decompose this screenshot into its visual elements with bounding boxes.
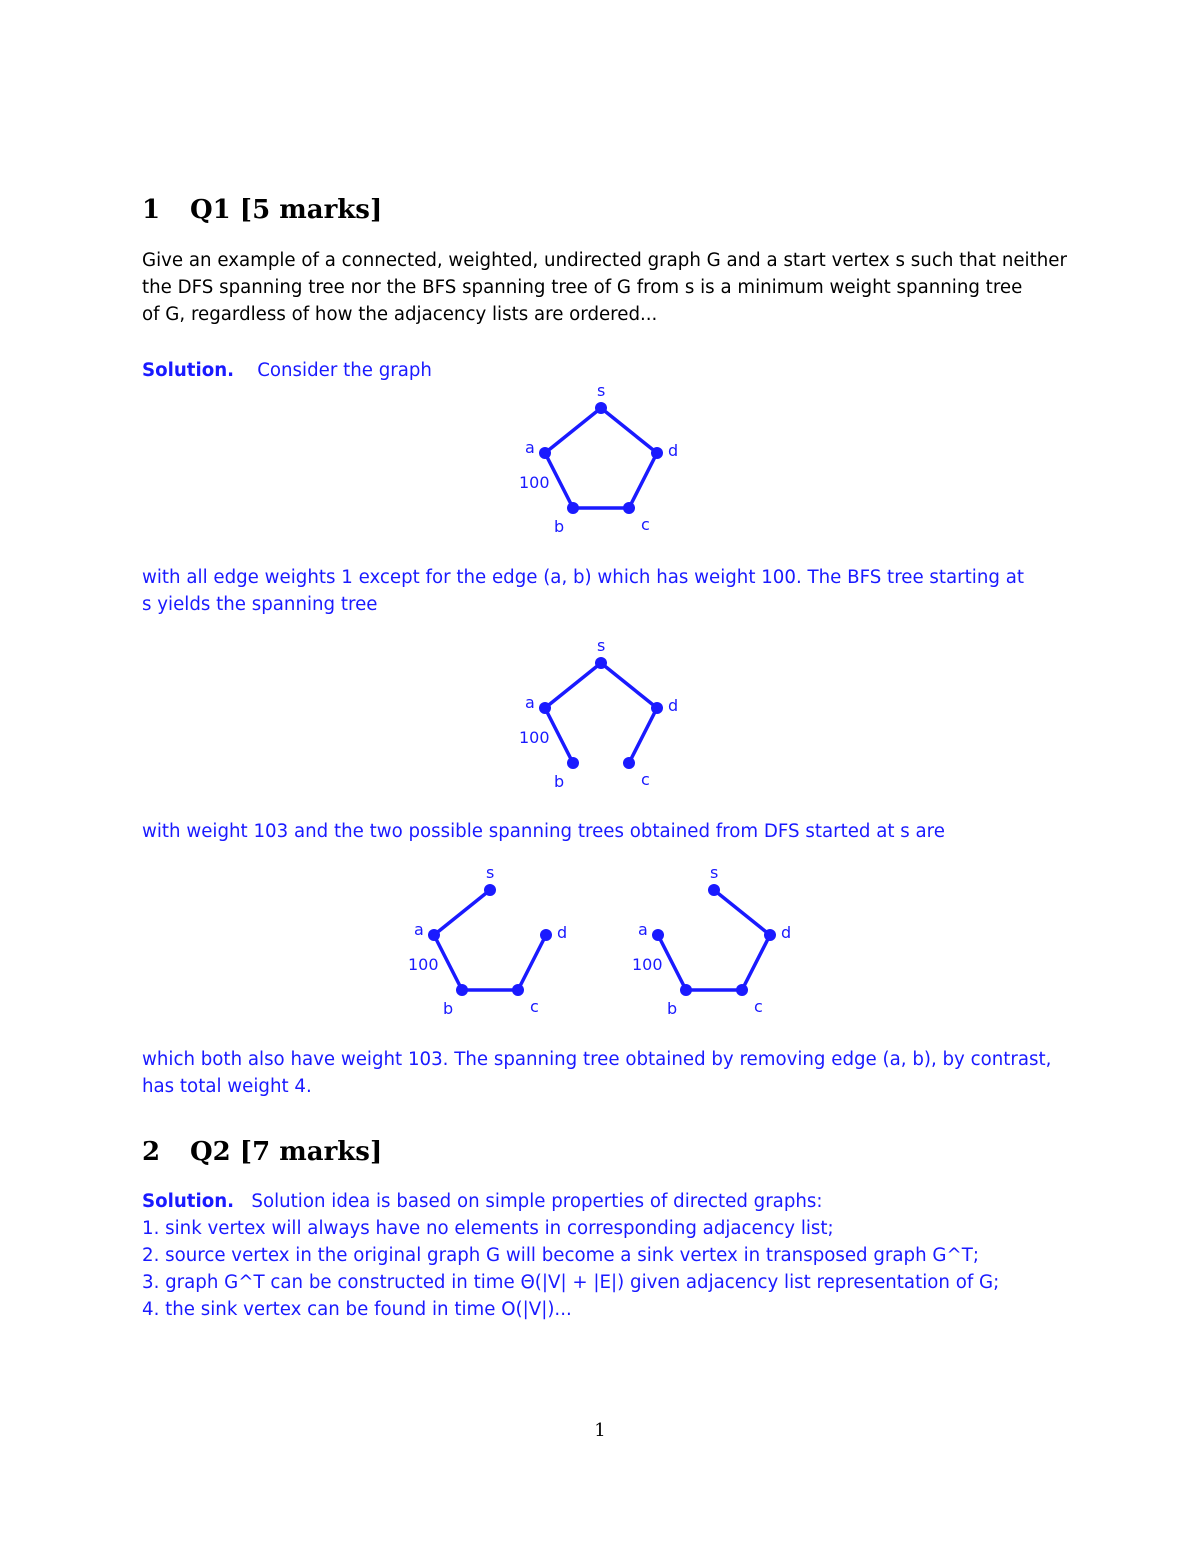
vertex-b — [567, 757, 579, 769]
label-b: b — [443, 999, 454, 1018]
vertex-a — [428, 929, 440, 941]
edge-d-c — [742, 935, 770, 990]
vertex-s — [595, 402, 607, 414]
edge-s-a — [434, 890, 490, 935]
vertex-d — [540, 929, 552, 941]
edge-s-a — [545, 663, 601, 708]
label-a: a — [525, 438, 535, 457]
label-d: d — [557, 923, 568, 942]
label-d: d — [668, 441, 679, 460]
question-line: of G, regardless of how the adjacency lists are ordered... — [142, 304, 658, 325]
mst-conclusion — [142, 1046, 1062, 1100]
label-s: s — [710, 863, 719, 882]
solution-item: 3. graph G^T can be constructed in time Θ(|V| + |E|) given adjacency list representation of G; — [142, 1272, 1000, 1293]
vertex-c — [512, 984, 524, 996]
vertex-a — [652, 929, 664, 941]
label-d: d — [781, 923, 792, 942]
text-line: s yields the spanning tree — [142, 594, 378, 615]
solution-item: 4. the sink vertex can be found in time O(|V|)... — [142, 1299, 572, 1320]
vertex-d — [651, 447, 663, 459]
vertex-b — [680, 984, 692, 996]
vertex-c — [736, 984, 748, 996]
vertex-c — [623, 502, 635, 514]
text-line: which both also have weight 103. The spanning tree obtained by removing edge (a, b), by contrast, — [142, 1049, 1052, 1070]
vertex-c — [623, 757, 635, 769]
dfs-description — [142, 818, 1062, 845]
label-c: c — [641, 770, 650, 789]
vertex-d — [764, 929, 776, 941]
solution-intro-text: Solution idea is based on simple properties of directed graphs: — [251, 1191, 823, 1212]
label-a: a — [414, 920, 424, 939]
section-heading-q1 — [142, 195, 382, 225]
vertex-b — [567, 502, 579, 514]
section-number: 2 — [142, 1137, 161, 1167]
vertex-b — [456, 984, 468, 996]
label-s: s — [597, 381, 606, 400]
bfs-description — [142, 564, 1062, 618]
vertex-s — [708, 884, 720, 896]
graph-bfs-tree — [500, 635, 700, 795]
vertex-a — [539, 702, 551, 714]
vertex-s — [595, 657, 607, 669]
page-number: 1 — [594, 1420, 606, 1441]
text-line: with all edge weights 1 except for the edge (a, b) which has weight 100. The BFS tree starting at — [142, 567, 1024, 588]
text-line: with weight 103 and the two possible spanning trees obtained from DFS started at s are — [142, 821, 945, 842]
section-heading-q2 — [142, 1137, 382, 1167]
label-weight-ab: 100 — [519, 473, 550, 492]
question-text — [142, 247, 1067, 328]
edge-d-c — [518, 935, 546, 990]
label-c: c — [641, 515, 650, 534]
q2-solution — [142, 1188, 1062, 1323]
label-c: c — [530, 997, 539, 1016]
label-b: b — [667, 999, 678, 1018]
graph-full-pentagon — [500, 380, 700, 540]
question-line: Give an example of a connected, weighted, undirected graph G and a start vertex s such that neither — [142, 250, 1067, 271]
label-weight-ab: 100 — [632, 955, 663, 974]
graph-dfs-tree-2 — [613, 862, 813, 1022]
text-line: has total weight 4. — [142, 1076, 312, 1097]
label-weight-ab: 100 — [519, 728, 550, 747]
solution-item: 1. sink vertex will always have no elements in corresponding adjacency list; — [142, 1218, 834, 1239]
solution-intro-text: Consider the graph — [257, 360, 432, 381]
graph-dfs-tree-1 — [389, 862, 589, 1022]
edge-s-d — [601, 408, 657, 453]
label-a: a — [525, 693, 535, 712]
question-line: the DFS spanning tree nor the BFS spanning tree of G from s is a minimum weight spanning tree — [142, 277, 1023, 298]
section-title: Q1 [5 marks] — [190, 195, 383, 225]
solution-label: Solution. — [142, 1191, 235, 1212]
edge-s-a — [545, 408, 601, 453]
edge-d-c — [629, 453, 657, 508]
solution-item: 2. source vertex in the original graph G will become a sink vertex in transposed graph G^T; — [142, 1245, 979, 1266]
label-b: b — [554, 772, 565, 791]
edge-s-d — [601, 663, 657, 708]
edge-s-d — [714, 890, 770, 935]
vertex-s — [484, 884, 496, 896]
label-c: c — [754, 997, 763, 1016]
label-b: b — [554, 517, 565, 536]
vertex-d — [651, 702, 663, 714]
section-title: Q2 [7 marks] — [190, 1137, 383, 1167]
label-s: s — [486, 863, 495, 882]
label-weight-ab: 100 — [408, 955, 439, 974]
label-s: s — [597, 636, 606, 655]
edge-d-c — [629, 708, 657, 763]
section-number: 1 — [142, 195, 161, 225]
vertex-a — [539, 447, 551, 459]
solution-label: Solution. — [142, 360, 235, 381]
label-a: a — [638, 920, 648, 939]
label-d: d — [668, 696, 679, 715]
